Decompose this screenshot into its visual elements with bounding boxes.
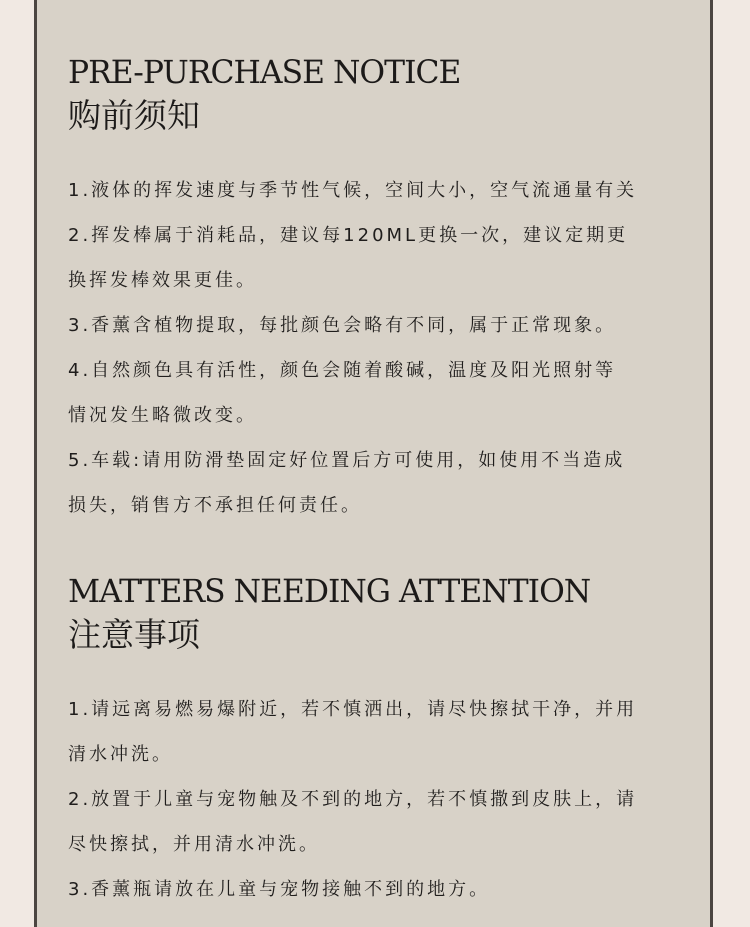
section-title-zh: 购前须知 bbox=[68, 96, 200, 135]
notice-item-line: 损失，销售方不承担任何责任。 bbox=[68, 495, 362, 516]
attention-list bbox=[68, 687, 698, 912]
attention-item-line: 尽快擦拭，并用清水冲洗。 bbox=[68, 834, 320, 855]
notice-item bbox=[68, 438, 698, 528]
notice-list bbox=[68, 168, 698, 528]
attention-item bbox=[68, 687, 698, 777]
notice-item-line: 2.挥发棒属于消耗品，建议每120ML更换一次，建议定期更 bbox=[68, 225, 629, 246]
attention-section bbox=[68, 573, 698, 912]
attention-item-line: 1.请远离易燃易爆附近，若不慎洒出，请尽快擦拭干净，并用 bbox=[68, 699, 638, 720]
section-title-en: PRE-PURCHASE NOTICE bbox=[68, 53, 461, 91]
section-title-en: MATTERS NEEDING ATTENTION bbox=[68, 572, 591, 610]
pre-purchase-notice-section bbox=[68, 54, 698, 528]
attention-item bbox=[68, 777, 698, 867]
notice-item-line: 4.自然颜色具有活性，颜色会随着酸碱，温度及阳光照射等 bbox=[68, 360, 617, 381]
attention-item-line: 3.香薰瓶请放在儿童与宠物接触不到的地方。 bbox=[68, 879, 491, 900]
attention-item-line: 2.放置于儿童与宠物触及不到的地方，若不慎撒到皮肤上，请 bbox=[68, 789, 638, 810]
notice-item-line: 3.香薰含植物提取，每批颜色会略有不同，属于正常现象。 bbox=[68, 315, 617, 336]
notice-item bbox=[68, 303, 698, 348]
attention-item bbox=[68, 867, 698, 912]
notice-item-line: 换挥发棒效果更佳。 bbox=[68, 270, 257, 291]
notice-item-line: 1.液体的挥发速度与季节性气候，空间大小，空气流通量有关 bbox=[68, 180, 638, 201]
notice-item-line: 5.车载:请用防滑垫固定好位置后方可使用，如使用不当造成 bbox=[68, 450, 626, 471]
attention-item-line: 清水冲洗。 bbox=[68, 744, 173, 765]
notice-item bbox=[68, 168, 698, 213]
notice-item bbox=[68, 348, 698, 438]
content-panel bbox=[34, 0, 713, 927]
notice-item-line: 情况发生略微改变。 bbox=[68, 405, 257, 426]
notice-item bbox=[68, 213, 698, 303]
section-title-zh: 注意事项 bbox=[68, 615, 200, 654]
